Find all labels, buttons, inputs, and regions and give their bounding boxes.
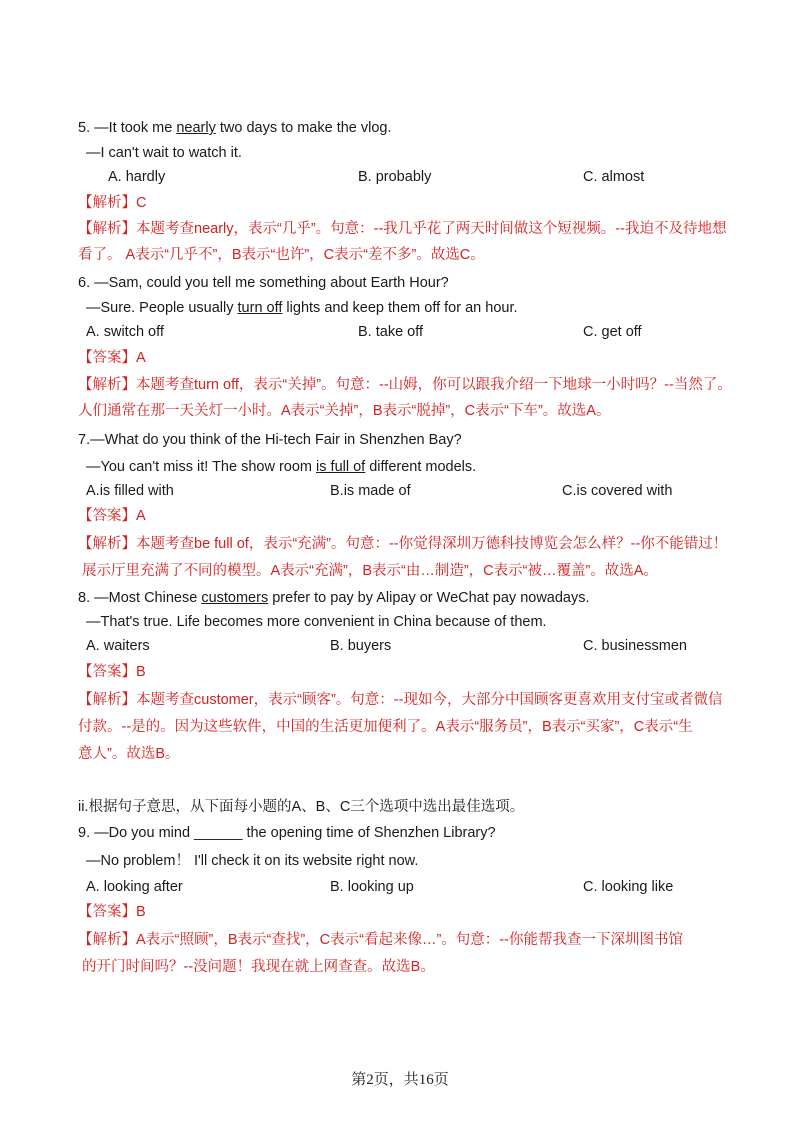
q8-option-c: C. businessmen [583,638,687,654]
q7-answer: 【答案】A [78,508,146,524]
q7-option-c: C.is covered with [562,483,673,499]
q9-reply: —No problem！ I'll check it on its website right now. [86,853,419,869]
q6-underlined-phrase: turn off [237,300,283,316]
q8-option-a: A. waiters [86,638,150,654]
q5-analysis-line2: 看了。 A表示“几乎不”，B表示“也许”，C表示“差不多”。故选C。 [78,247,485,263]
q8-answer: 【答案】B [78,664,146,680]
q9-answer: 【答案】B [78,904,146,920]
q7-option-b: B.is made of [330,483,411,499]
q7-underlined-phrase: is full of [316,459,366,475]
q7-question: 7.—What do you think of the Hi-tech Fair in Shenzhen Bay? [78,432,462,448]
q5-answer: 【解析】C [78,195,147,211]
q9-analysis-line1: 【解析】A表示“照顾”，B表示“查找”，C表示“看起来像…”。句意：--你能帮我查一下深圳图书馆 [78,932,683,948]
q6-option-a: A. switch off [86,324,164,340]
q5-question: 5. —It took me nearly two days to make the vlog. [78,120,392,136]
q7-option-a: A.is filled with [86,483,174,499]
q7-analysis-line1: 【解析】本题考查be full of，表示“充满”。句意：--你觉得深圳万德科技博览会怎么样？--你不能错过！ [78,536,728,552]
q8-analysis-line1: 【解析】本题考查customer，表示“顾客”。句意：--现如今，大部分中国顾客更喜欢用支付宝或者微信 [78,692,723,708]
q7-analysis-line2: 展示厅里充满了不同的模型。A表示“充满”，B表示“由…制造”，C表示“被…覆盖”。故选A。 [82,563,658,579]
section-heading: ii.根据句子意思，从下面每小题的A、B、C三个选项中选出最佳选项。 [78,799,525,815]
q8-analysis-line3: 意人”。故选B。 [78,746,180,762]
q5-analysis-line1: 【解析】本题考查nearly，表示“几乎”。句意：--我几乎花了两天时间做这个短视频。--我迫不及待地想 [78,221,727,237]
q6-analysis-line1: 【解析】本题考查turn off，表示“关掉”。句意：--山姆，你可以跟我介绍一下地球一小时吗？--当然了。 [78,377,732,393]
q7-reply: —You can't miss it! The show room is full of different models. [86,459,477,475]
q5-underlined-word: nearly [176,120,216,136]
q9-question: 9. —Do you mind ______ the opening time of Shenzhen Library? [78,825,496,841]
q6-option-c: C. get off [583,324,642,340]
q6-question: 6. —Sam, could you tell me something about Earth Hour? [78,275,449,291]
q5-option-c: C. almost [583,169,645,185]
q5-option-b: B. probably [358,169,432,185]
q8-analysis-line2: 付款。--是的。因为这些软件，中国的生活更加便利了。A表示“服务员”，B表示“买家”，C表示“生 [78,719,693,735]
q9-option-c: C. looking like [583,879,674,895]
q6-reply: —Sure. People usually turn off lights and keep them off for an hour. [86,300,518,316]
q6-answer: 【答案】A [78,350,146,366]
q5-reply: —I can't wait to watch it. [86,145,242,161]
page-footer: 第2页，共16页 [351,1072,449,1088]
q5-option-a: A. hardly [108,169,166,185]
q8-question: 8. —Most Chinese customers prefer to pay by Alipay or WeChat pay nowadays. [78,590,590,606]
q6-analysis-line2: 人们通常在那一天关灯一小时。A表示“关掉”，B表示“脱掉”，C表示“下车”。故选A。 [78,403,611,419]
q8-option-b: B. buyers [330,638,392,654]
q6-option-b: B. take off [358,324,424,340]
q9-analysis-line2: 的开门时间吗？--没问题！我现在就上网查查。故选B。 [82,959,435,975]
q8-reply: —That's true. Life becomes more convenient in China because of them. [86,614,547,630]
q9-option-b: B. looking up [330,879,414,895]
q9-option-a: A. looking after [86,879,183,895]
q8-underlined-word: customers [201,590,269,606]
